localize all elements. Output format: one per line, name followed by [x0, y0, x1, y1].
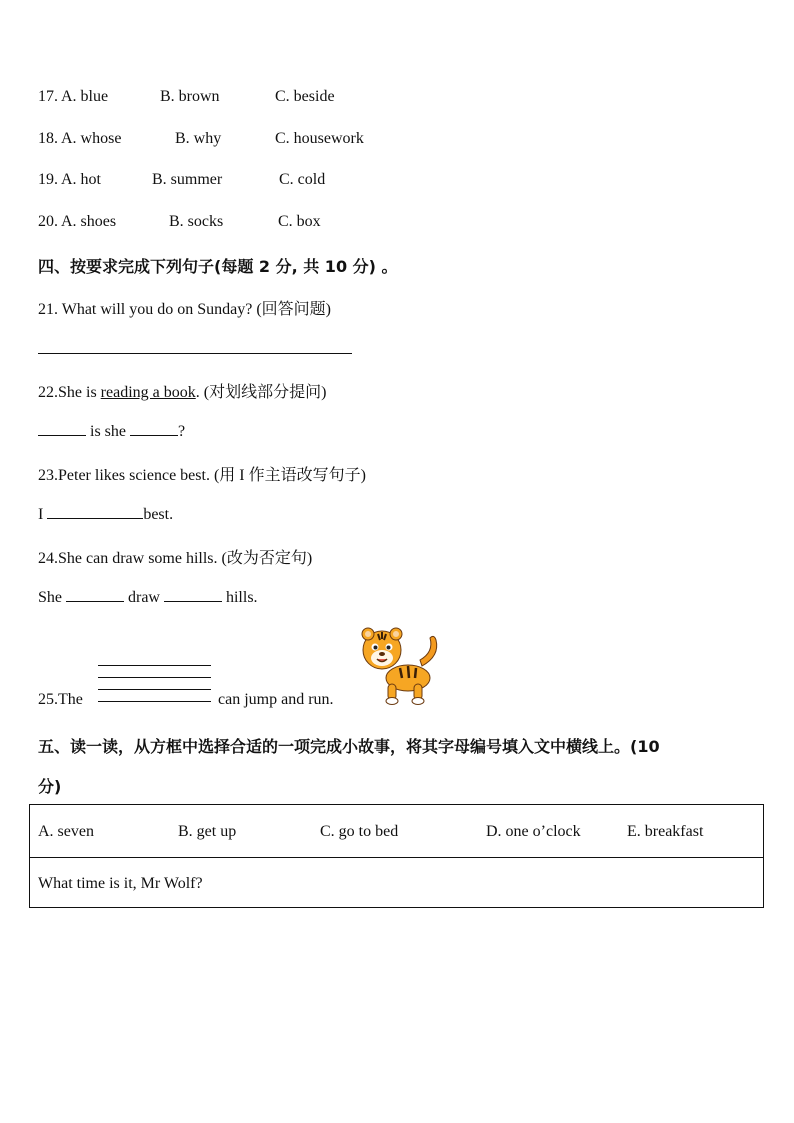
option-b: B. socks — [169, 213, 224, 230]
word-bank-option-b: B. get up — [178, 823, 237, 840]
question-25-suffix: can jump and run. — [218, 691, 334, 708]
blank-line[interactable] — [98, 665, 211, 666]
blank-field[interactable] — [66, 587, 124, 602]
question-number: 17. — [38, 88, 58, 105]
word-bank-option-d: D. one o’clock — [486, 823, 581, 840]
option-c: C. box — [278, 213, 321, 230]
question-number: 20. — [38, 213, 58, 230]
word-bank-box — [29, 804, 764, 908]
blank-field[interactable] — [38, 421, 86, 436]
word-bank-option-c: C. go to bed — [320, 823, 399, 840]
q24-answer-mid: draw — [128, 589, 160, 606]
option-b: B. summer — [152, 171, 223, 188]
word-bank-option-e: E. breakfast — [627, 823, 704, 840]
question-25-prefix: 25.The — [38, 691, 83, 708]
blank-line[interactable] — [98, 701, 211, 702]
q22-prefix: 22.She is — [38, 384, 101, 401]
question-23: 23.Peter likes science best. (用 I 作主语改写句子) — [38, 467, 366, 484]
question-24: 24.She can draw some hills. (改为否定句) — [38, 550, 313, 567]
question-number: 18. — [38, 130, 58, 147]
q22-instruction: . (对划线部分提问) — [195, 384, 327, 401]
section-5-heading: 五、读一读，从方框中选择合适的一项完成小故事，将其字母编号填入文中横线上。(10 — [38, 737, 660, 756]
blank-line[interactable] — [98, 689, 211, 690]
question-21: 21. What will you do on Sunday? (回答问题) — [38, 301, 332, 318]
option-b: B. brown — [160, 88, 220, 105]
question-22 — [38, 379, 326, 402]
blank-line[interactable] — [98, 677, 211, 678]
answer-24 — [38, 587, 258, 607]
tiger-cartoon-icon — [358, 626, 444, 706]
box-divider — [30, 857, 763, 858]
option-a: A. hot — [61, 171, 101, 188]
story-first-line: What time is it, Mr Wolf? — [38, 875, 203, 892]
answer-22 — [38, 421, 185, 441]
option-a: A. shoes — [61, 213, 117, 230]
option-c: C. housework — [275, 130, 364, 147]
option-a: A. whose — [61, 130, 122, 147]
blank-field[interactable] — [47, 504, 143, 519]
q22-answer-text: is she — [90, 423, 126, 440]
blank-field[interactable] — [130, 421, 178, 436]
q23-answer-end: best. — [143, 506, 174, 523]
q23-answer-start: I — [38, 506, 44, 523]
blank-field[interactable] — [164, 587, 222, 602]
q22-answer-end: ? — [178, 423, 186, 440]
section-5-heading-cont: 分) — [38, 777, 62, 796]
answer-23 — [38, 504, 173, 524]
section-4-heading: 四、按要求完成下列句子(每题 2 分, 共 10 分) 。 — [38, 257, 398, 276]
question-number: 19. — [38, 171, 58, 188]
q24-answer-end: hills. — [225, 589, 258, 606]
option-b: B. why — [175, 130, 222, 147]
q22-underlined-phrase: reading a book — [100, 384, 196, 401]
answer-line-21[interactable] — [38, 353, 352, 354]
q24-answer-start: She — [38, 589, 62, 606]
option-c: C. cold — [279, 171, 326, 188]
word-bank-option-a: A. seven — [38, 823, 94, 840]
option-c: C. beside — [275, 88, 335, 105]
option-a: A. blue — [61, 88, 109, 105]
